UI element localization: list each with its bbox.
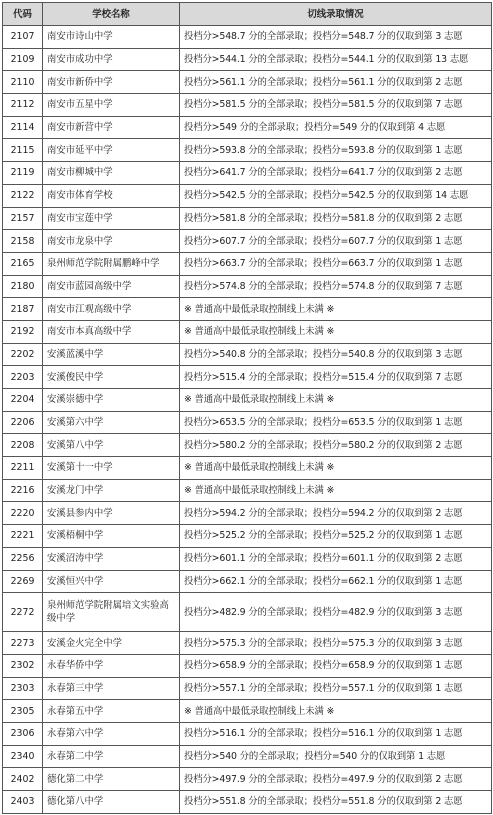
row-cutoff-status: ※ 普通高中最低录取控制线上未满 ※ [180,700,492,723]
table-row [3,71,492,94]
row-code: 2122 [3,184,43,207]
row-code: 2203 [3,366,43,389]
table-row [3,457,492,480]
row-cutoff-status: 投档分>551.8 分的全部录取；投档分=551.8 分的仅取到第 2 志愿 [180,791,492,814]
row-code: 2192 [3,320,43,343]
row-school-name: 南安市五星中学 [43,94,180,117]
row-school-name: 南安市成功中学 [43,48,180,71]
table-row [3,525,492,548]
row-cutoff-status: 投档分>641.7 分的全部录取；投档分=641.7 分的仅取到第 2 志愿 [180,162,492,185]
row-code: 2165 [3,252,43,275]
row-cutoff-status: ※ 普通高中最低录取控制线上未满 ※ [180,320,492,343]
table-row [3,547,492,570]
row-cutoff-status: 投档分>540.8 分的全部录取；投档分=540.8 分的仅取到第 3 志愿 [180,343,492,366]
row-cutoff-status: 投档分>662.1 分的全部录取；投档分=662.1 分的仅取到第 1 志愿 [180,570,492,593]
header-cutoff-status: 切线录取情况 [180,3,492,26]
row-cutoff-status: 投档分>607.7 分的全部录取；投档分=607.7 分的仅取到第 1 志愿 [180,230,492,253]
row-school-name: 南安市诗山中学 [43,26,180,49]
table-row [3,411,492,434]
row-cutoff-status: 投档分>574.8 分的全部录取；投档分=574.8 分的仅取到第 7 志愿 [180,275,492,298]
row-cutoff-status: 投档分>542.5 分的全部录取；投档分=542.5 分的仅取到第 14 志愿 [180,184,492,207]
row-code: 2220 [3,502,43,525]
row-school-name: 南安市宝莲中学 [43,207,180,230]
row-code: 2273 [3,632,43,655]
table-row [3,298,492,321]
row-cutoff-status: 投档分>544.1 分的全部录取；投档分=544.1 分的仅取到第 13 志愿 [180,48,492,71]
table-row [3,389,492,412]
row-code: 2187 [3,298,43,321]
header-school-name: 学校名称 [43,3,180,26]
row-cutoff-status: ※ 普通高中最低录取控制线上未满 ※ [180,457,492,480]
row-school-name: 泉州师范学院附属鹏峰中学 [43,252,180,275]
table-row [3,502,492,525]
row-school-name: 永春第五中学 [43,700,180,723]
row-school-name: 南安市新营中学 [43,116,180,139]
row-code: 2206 [3,411,43,434]
row-code: 2221 [3,525,43,548]
table-row [3,230,492,253]
row-code: 2204 [3,389,43,412]
row-school-name: 安溪梧桐中学 [43,525,180,548]
table-row [3,570,492,593]
row-school-name: 安溪第十一中学 [43,457,180,480]
row-school-name: 安溪沼涛中学 [43,547,180,570]
table-row [3,479,492,502]
table-row [3,700,492,723]
row-code: 2269 [3,570,43,593]
row-school-name: 南安市本真高级中学 [43,320,180,343]
row-cutoff-status: 投档分>601.1 分的全部录取；投档分=601.1 分的仅取到第 2 志愿 [180,547,492,570]
table-row [3,48,492,71]
row-school-name: 南安市龙泉中学 [43,230,180,253]
table-row [3,791,492,814]
row-code: 2119 [3,162,43,185]
row-code: 2340 [3,745,43,768]
table-row [3,768,492,791]
table-row [3,343,492,366]
table-row [3,162,492,185]
row-code: 2115 [3,139,43,162]
row-school-name: 安溪蓝溪中学 [43,343,180,366]
table-row [3,320,492,343]
row-school-name: 南安市柳城中学 [43,162,180,185]
row-cutoff-status: 投档分>593.8 分的全部录取；投档分=593.8 分的仅取到第 1 志愿 [180,139,492,162]
row-code: 2157 [3,207,43,230]
row-cutoff-status: 投档分>540 分的全部录取；投档分=540 分的仅取到第 1 志愿 [180,745,492,768]
row-code: 2112 [3,94,43,117]
table-row [3,207,492,230]
table-body [3,26,492,814]
table-row [3,677,492,700]
row-cutoff-status: 投档分>561.1 分的全部录取；投档分=561.1 分的仅取到第 2 志愿 [180,71,492,94]
table-row [3,139,492,162]
table-row [3,94,492,117]
row-code: 2109 [3,48,43,71]
row-school-name: 安溪恒兴中学 [43,570,180,593]
row-cutoff-status: 投档分>581.5 分的全部录取；投档分=581.5 分的仅取到第 7 志愿 [180,94,492,117]
row-cutoff-status: ※ 普通高中最低录取控制线上未满 ※ [180,389,492,412]
row-school-name: 南安市蓝园高级中学 [43,275,180,298]
row-code: 2107 [3,26,43,49]
table-row [3,252,492,275]
row-code: 2211 [3,457,43,480]
row-school-name: 永春第三中学 [43,677,180,700]
header-code: 代码 [3,3,43,26]
row-code: 2110 [3,71,43,94]
row-school-name: 永春第二中学 [43,745,180,768]
row-school-name: 南安市延平中学 [43,139,180,162]
row-code: 2302 [3,654,43,677]
admission-table [2,2,492,814]
table-row [3,593,492,632]
row-code: 2303 [3,677,43,700]
table-row [3,632,492,655]
row-cutoff-status: 投档分>549 分的全部录取；投档分=549 分的仅取到第 4 志愿 [180,116,492,139]
row-code: 2208 [3,434,43,457]
row-school-name: 安溪金火完全中学 [43,632,180,655]
row-cutoff-status: 投档分>658.9 分的全部录取；投档分=658.9 分的仅取到第 1 志愿 [180,654,492,677]
row-school-name: 南安市体育学校 [43,184,180,207]
header-row [3,3,492,26]
row-code: 2403 [3,791,43,814]
row-cutoff-status: 投档分>580.2 分的全部录取；投档分=580.2 分的仅取到第 2 志愿 [180,434,492,457]
row-code: 2272 [3,593,43,632]
table-row [3,722,492,745]
row-code: 2158 [3,230,43,253]
row-school-name: 安溪龙门中学 [43,479,180,502]
row-cutoff-status: 投档分>497.9 分的全部录取；投档分=497.9 分的仅取到第 2 志愿 [180,768,492,791]
row-cutoff-status: 投档分>525.2 分的全部录取；投档分=525.2 分的仅取到第 1 志愿 [180,525,492,548]
row-school-name: 安溪俊民中学 [43,366,180,389]
row-cutoff-status: 投档分>663.7 分的全部录取；投档分=663.7 分的仅取到第 1 志愿 [180,252,492,275]
row-cutoff-status: 投档分>516.1 分的全部录取；投档分=516.1 分的仅取到第 1 志愿 [180,722,492,745]
table-row [3,654,492,677]
table-row [3,26,492,49]
table-row [3,184,492,207]
row-school-name: 南安市新侨中学 [43,71,180,94]
table-row [3,745,492,768]
row-cutoff-status: 投档分>575.3 分的全部录取；投档分=575.3 分的仅取到第 3 志愿 [180,632,492,655]
row-cutoff-status: 投档分>482.9 分的全部录取；投档分=482.9 分的仅取到第 3 志愿 [180,593,492,632]
row-code: 2402 [3,768,43,791]
row-code: 2202 [3,343,43,366]
row-code: 2306 [3,722,43,745]
table-row [3,366,492,389]
row-cutoff-status: ※ 普通高中最低录取控制线上未满 ※ [180,479,492,502]
row-school-name: 永春华侨中学 [43,654,180,677]
row-school-name: 南安市江观高级中学 [43,298,180,321]
table-row [3,275,492,298]
row-cutoff-status: 投档分>548.7 分的全部录取；投档分=548.7 分的仅取到第 3 志愿 [180,26,492,49]
row-school-name: 安溪县参内中学 [43,502,180,525]
row-school-name: 永春第六中学 [43,722,180,745]
row-cutoff-status: 投档分>515.4 分的全部录取；投档分=515.4 分的仅取到第 7 志愿 [180,366,492,389]
row-cutoff-status: 投档分>594.2 分的全部录取；投档分=594.2 分的仅取到第 2 志愿 [180,502,492,525]
row-school-name: 德化第二中学 [43,768,180,791]
row-cutoff-status: 投档分>653.5 分的全部录取；投档分=653.5 分的仅取到第 1 志愿 [180,411,492,434]
row-cutoff-status: 投档分>581.8 分的全部录取；投档分=581.8 分的仅取到第 2 志愿 [180,207,492,230]
row-code: 2256 [3,547,43,570]
row-code: 2114 [3,116,43,139]
row-school-name: 安溪崇德中学 [43,389,180,412]
row-school-name: 安溪第六中学 [43,411,180,434]
table-row [3,116,492,139]
row-code: 2305 [3,700,43,723]
table-row [3,434,492,457]
row-school-name: 安溪第八中学 [43,434,180,457]
row-cutoff-status: 投档分>557.1 分的全部录取；投档分=557.1 分的仅取到第 1 志愿 [180,677,492,700]
row-school-name: 泉州师范学院附属培文实验高级中学 [43,593,180,632]
row-school-name: 德化第八中学 [43,791,180,814]
row-code: 2180 [3,275,43,298]
row-cutoff-status: ※ 普通高中最低录取控制线上未满 ※ [180,298,492,321]
row-code: 2216 [3,479,43,502]
